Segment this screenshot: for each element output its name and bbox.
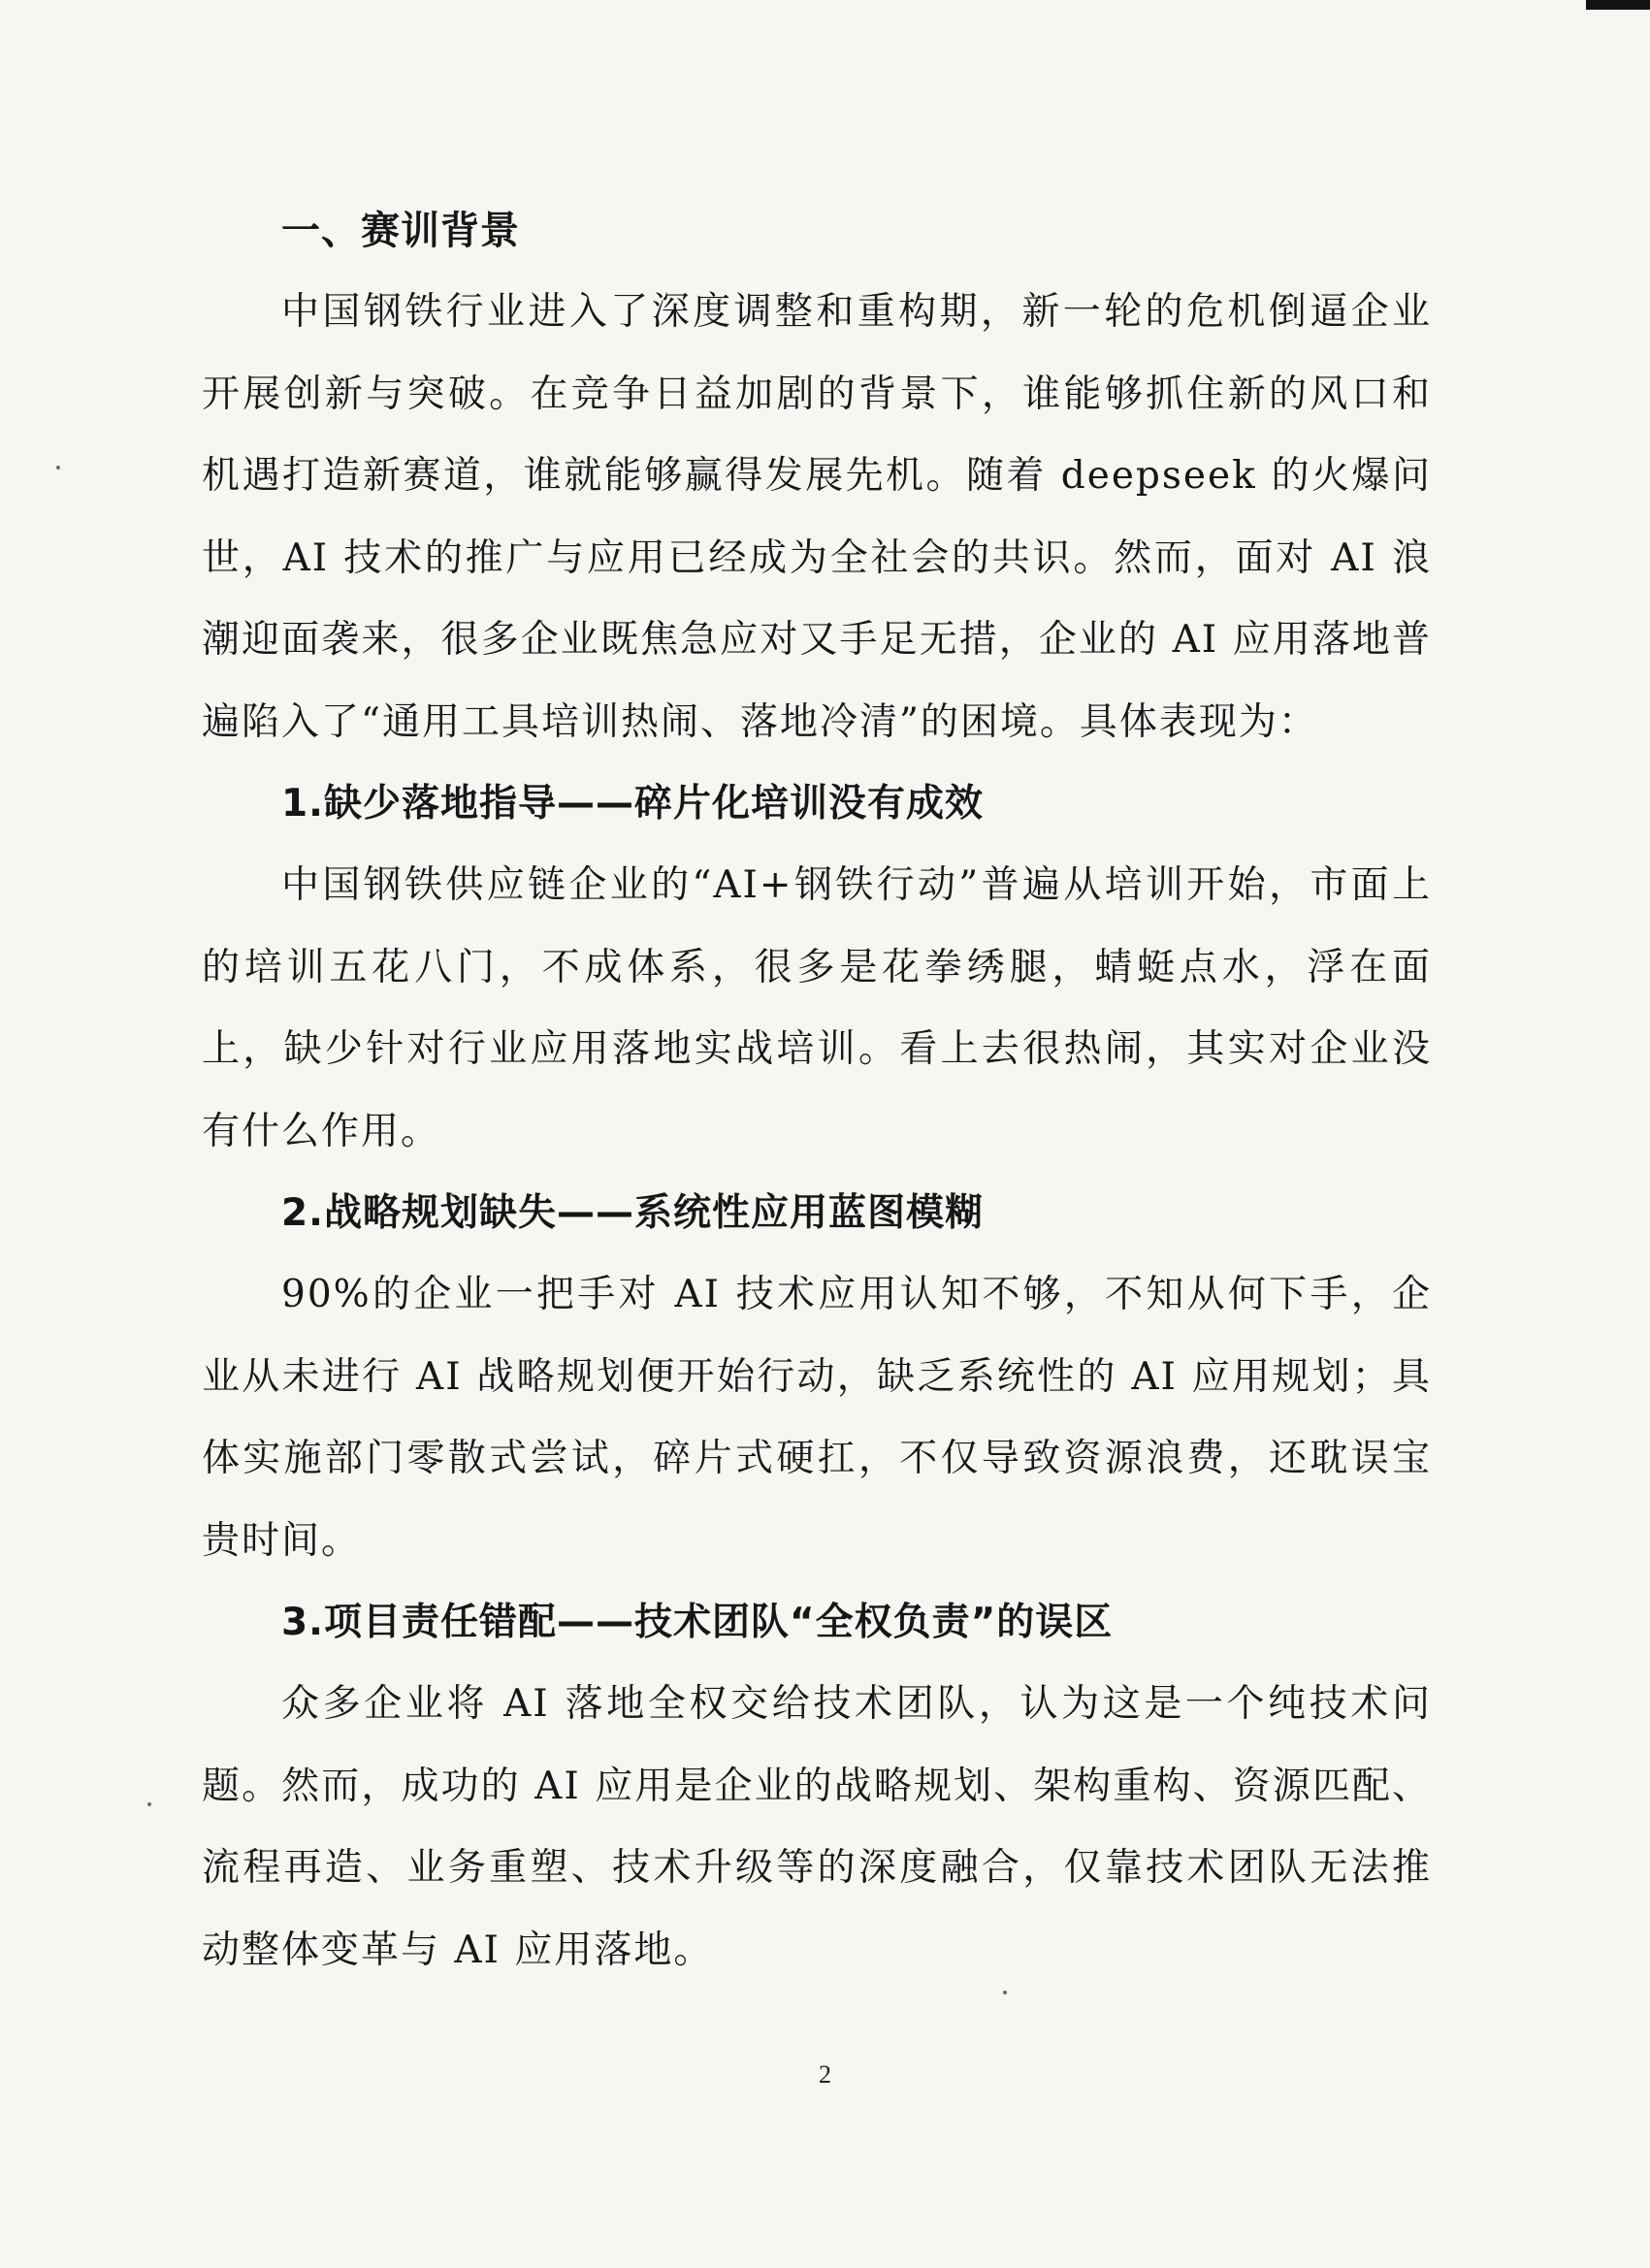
point-1-title: 1.缺少落地指导——碎片化培训没有成效	[281, 782, 984, 826]
point-2-body: 90%的企业一把手对 AI 技术应用认知不够，不知从何下手，企业从未进行 AI 战略规划便开始行动，缺乏系统性的 AI 应用规划；具体实施部门零散式尝试，碎片式硬扛，不仅导致资源浪费，还耽误宝贵时间。	[202, 1273, 1432, 1563]
scan-speck	[147, 1802, 151, 1806]
scan-corner-mark	[1586, 0, 1650, 10]
point-3-body: 众多企业将 AI 落地全权交给技术团队，认为这是一个纯技术问题。然而，成功的 AI 应用是企业的战略规划、架构重构、资源匹配、流程再造、业务重塑、技术升级等的深度融合，仅靠技术团队无法推动整体变革与 AI 应用落地。	[202, 1682, 1432, 1972]
point-1-body: 中国钢铁供应链企业的“AI+钢铁行动”普遍从培训开始，市面上的培训五花八门，不成体系，很多是花拳绣腿，蜻蜓点水，浮在面上，缺少针对行业应用落地实战培训。看上去很热闹，其实对企业没有什么作用。	[202, 863, 1432, 1153]
document-body	[202, 190, 1432, 1992]
section-title: 一、赛训背景	[281, 209, 520, 253]
point-2-title: 2.战略规划缺失——系统性应用蓝图模糊	[281, 1191, 984, 1235]
point-3-title: 3.项目责任错配——技术团队“全权负责”的误区	[281, 1601, 1114, 1644]
scan-speck	[56, 466, 60, 470]
page-number: 2	[819, 2060, 831, 2089]
intro-paragraph: 中国钢铁行业进入了深度调整和重构期，新一轮的危机倒逼企业开展创新与突破。在竞争日益加剧的背景下，谁能够抓住新的风口和机遇打造新赛道，谁就能够赢得发展先机。随着 deepseek 的火爆问世，AI 技术的推广与应用已经成为全社会的共识。然而，面对 AI 浪潮迎面袭来，很多企业既焦急应对又手足无措，企业的 AI 应用落地普遍陷入了“通用工具培训热闹、落地冷清”的困境。具体表现为：	[202, 290, 1432, 744]
